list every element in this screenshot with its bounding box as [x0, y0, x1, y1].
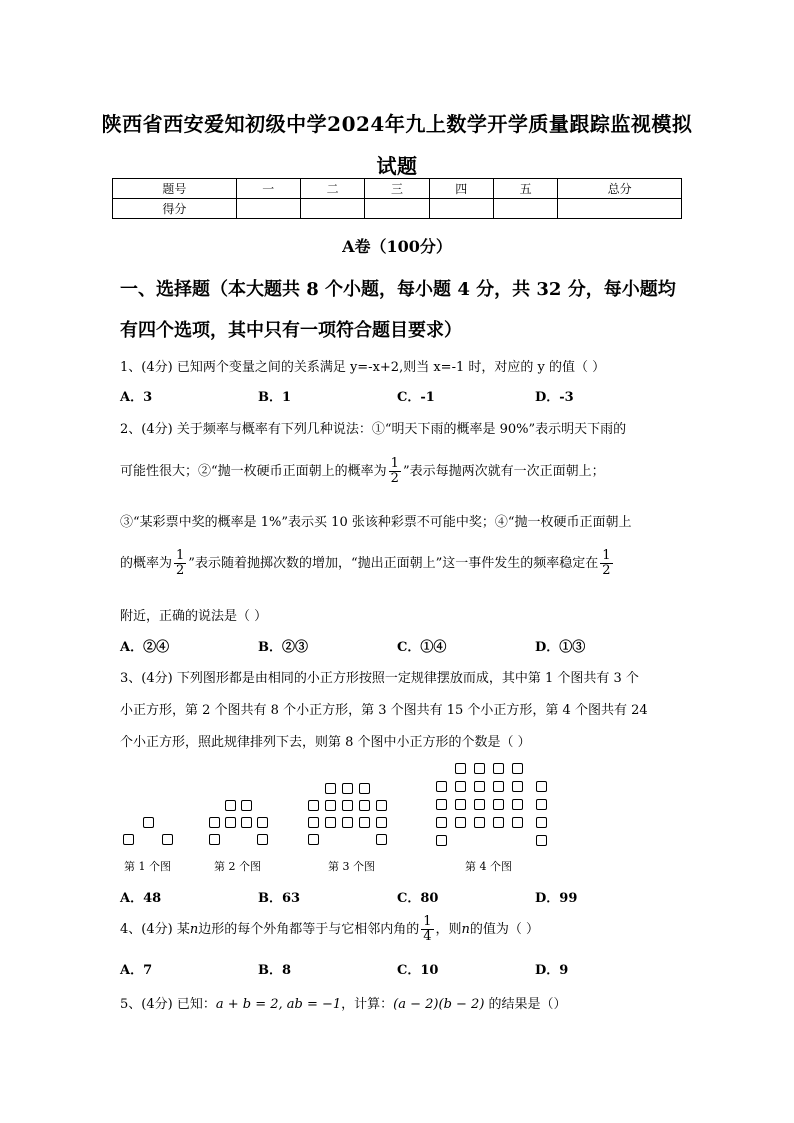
small-square — [512, 799, 523, 810]
small-square — [359, 800, 370, 811]
q5-text-a: 5、(4分) 已知： — [120, 997, 216, 1012]
score-table-header-cell: 三 — [365, 179, 429, 199]
small-square — [325, 800, 336, 811]
fraction-denominator: 2 — [602, 563, 611, 578]
score-table-header-cell: 一 — [236, 179, 300, 199]
question-1-text: 1、(4分) 已知两个变量之间的关系满足 y=-x+2,则当 x=-1 时，对应的 y 的值（ ） — [120, 360, 606, 375]
small-square — [209, 817, 220, 828]
question-2-line-5: 附近，正确的说法是（ ） — [120, 609, 268, 624]
paper-title-line-1: 陕西省西安爱知初级中学2024年九上数学开学质量跟踪监视模拟 — [101, 112, 693, 136]
score-table-row-label: 得分 — [113, 199, 237, 219]
small-square — [455, 817, 466, 828]
q2-line2-text-a: 可能性很大；②“抛一枚硬币正面朝上的概率为 — [120, 464, 387, 479]
variable-n: n — [189, 922, 199, 937]
figure-1-caption: 第 1 个图 — [124, 860, 171, 873]
variable-n: n — [461, 922, 470, 937]
q5-text-b: ，计算： — [341, 997, 394, 1012]
small-square — [225, 800, 236, 811]
small-square — [436, 835, 447, 846]
question-3-line-3: 个小正方形，照此规律排列下去，则第 8 个图中小正方形的个数是（ ） — [120, 735, 531, 750]
q3-option-a: A．48 — [120, 891, 162, 906]
small-square — [359, 783, 370, 794]
q2-line4-text-b: ”表示随着抛掷次数的增加，“抛出正面朝上”这一事件发生的频率稳定在 — [188, 556, 599, 571]
question-2-line-3: ③“某彩票中奖的概率是 1%”表示买 10 张该种彩票不可能中奖；④“抛一枚硬币正面朝上 — [120, 515, 632, 530]
small-square — [436, 799, 447, 810]
small-square — [455, 763, 466, 774]
fraction-denominator: 2 — [390, 471, 399, 486]
small-square — [225, 817, 236, 828]
q4-option-d: D．9 — [535, 963, 569, 978]
fraction-numerator: 1 — [176, 548, 185, 563]
q5-text-c: 的结果是（） — [484, 997, 567, 1012]
score-table-header-cell: 五 — [493, 179, 557, 199]
score-table-header-cell: 二 — [300, 179, 364, 199]
fraction-denominator: 4 — [423, 929, 432, 944]
q5-expression-given: a + b = 2, ab = −1 — [215, 997, 342, 1012]
q1-option-a: A．3 — [120, 390, 153, 405]
small-square — [474, 799, 485, 810]
small-square — [308, 834, 319, 845]
small-square — [536, 781, 547, 792]
q3-option-d: D．99 — [535, 891, 578, 906]
q2-option-c: C．①④ — [397, 640, 447, 655]
small-square — [342, 817, 353, 828]
figure-4-caption: 第 4 个图 — [465, 860, 512, 873]
small-square — [455, 781, 466, 792]
q1-option-d: D．-3 — [535, 390, 574, 405]
small-square — [493, 799, 504, 810]
small-square — [325, 817, 336, 828]
fraction-numerator: 1 — [602, 548, 611, 563]
q2-option-a: A．②④ — [120, 640, 170, 655]
small-square — [209, 834, 220, 845]
question-3-line-2: 小正方形，第 2 个图共有 8 个小正方形，第 3 个图共有 15 个小正方形，第 4 个图共有 24 — [120, 703, 648, 718]
small-square — [241, 817, 252, 828]
small-square — [123, 834, 134, 845]
small-square — [342, 800, 353, 811]
small-square — [455, 799, 466, 810]
small-square — [376, 817, 387, 828]
q4-text-d: 的值为（ ） — [469, 922, 540, 937]
small-square — [308, 817, 319, 828]
q1-option-c: C．-1 — [397, 390, 435, 405]
small-square — [536, 799, 547, 810]
small-square — [257, 817, 268, 828]
score-table-header-cell: 题号 — [113, 179, 237, 199]
fraction-numerator: 1 — [423, 914, 432, 929]
small-square — [436, 781, 447, 792]
q4-option-c: C．10 — [397, 963, 439, 978]
small-square — [474, 763, 485, 774]
small-square — [474, 817, 485, 828]
small-square — [241, 800, 252, 811]
score-table-header-cell: 总分 — [558, 179, 682, 199]
q3-option-b: B．63 — [258, 891, 301, 906]
small-square — [376, 800, 387, 811]
q2-option-d: D．①③ — [535, 640, 586, 655]
paper-section-label: A卷（100分） — [342, 237, 452, 256]
q2-line4-text-a: 的概率为 — [120, 556, 173, 571]
q2-option-b: B．②③ — [258, 640, 308, 655]
fraction-numerator: 1 — [390, 456, 399, 471]
part1-heading-line-2: 有四个选项，其中只有一项符合题目要求） — [120, 320, 462, 341]
q4-text-c: ，则 — [435, 922, 462, 937]
score-table-header-cell: 四 — [429, 179, 493, 199]
small-square — [308, 800, 319, 811]
small-square — [493, 763, 504, 774]
q2-line2-text-b: ”表示每抛两次就有一次正面朝上； — [402, 464, 605, 479]
q3-option-c: C．80 — [397, 891, 439, 906]
small-square — [325, 783, 336, 794]
q5-expression-compute: (a − 2)(b − 2) — [393, 997, 485, 1012]
small-square — [493, 817, 504, 828]
question-2-line-1: 2、(4分) 关于频率与概率有下列几种说法：①“明天下雨的概率是 90%”表示明天下雨的 — [120, 422, 627, 437]
part1-heading-line-1: 一、选择题（本大题共 8 个小题，每小题 4 分，共 32 分，每小题均 — [120, 279, 676, 300]
q1-option-b: B．1 — [258, 390, 292, 405]
small-square — [536, 835, 547, 846]
small-square — [162, 834, 173, 845]
small-square — [512, 781, 523, 792]
small-square — [436, 817, 447, 828]
q4-text-a: 4、(4分) 某 — [120, 922, 190, 937]
small-square — [493, 781, 504, 792]
q4-text-b: 边形的每个外角都等于与它相邻内角的 — [198, 922, 420, 937]
small-square — [512, 817, 523, 828]
small-square — [359, 817, 370, 828]
question-5-text — [120, 993, 567, 1012]
small-square — [143, 817, 154, 828]
fraction-one-quarter — [421, 915, 433, 944]
figure-3-caption: 第 3 个图 — [328, 860, 375, 873]
small-square — [536, 817, 547, 828]
paper-title-line-2: 试题 — [376, 154, 418, 178]
small-square — [376, 834, 387, 845]
q4-option-a: A．7 — [120, 963, 153, 978]
fraction-denominator: 2 — [176, 563, 185, 578]
figure-2-caption: 第 2 个图 — [214, 860, 261, 873]
small-square — [257, 834, 268, 845]
q4-option-b: B．8 — [258, 963, 292, 978]
question-3-line-1: 3、(4分) 下列图形都是由相同的小正方形按照一定规律摆放而成，其中第 1 个图共有 3 个 — [120, 671, 639, 686]
small-square — [512, 763, 523, 774]
small-square — [474, 781, 485, 792]
question-4-text — [120, 910, 539, 950]
small-square — [342, 783, 353, 794]
